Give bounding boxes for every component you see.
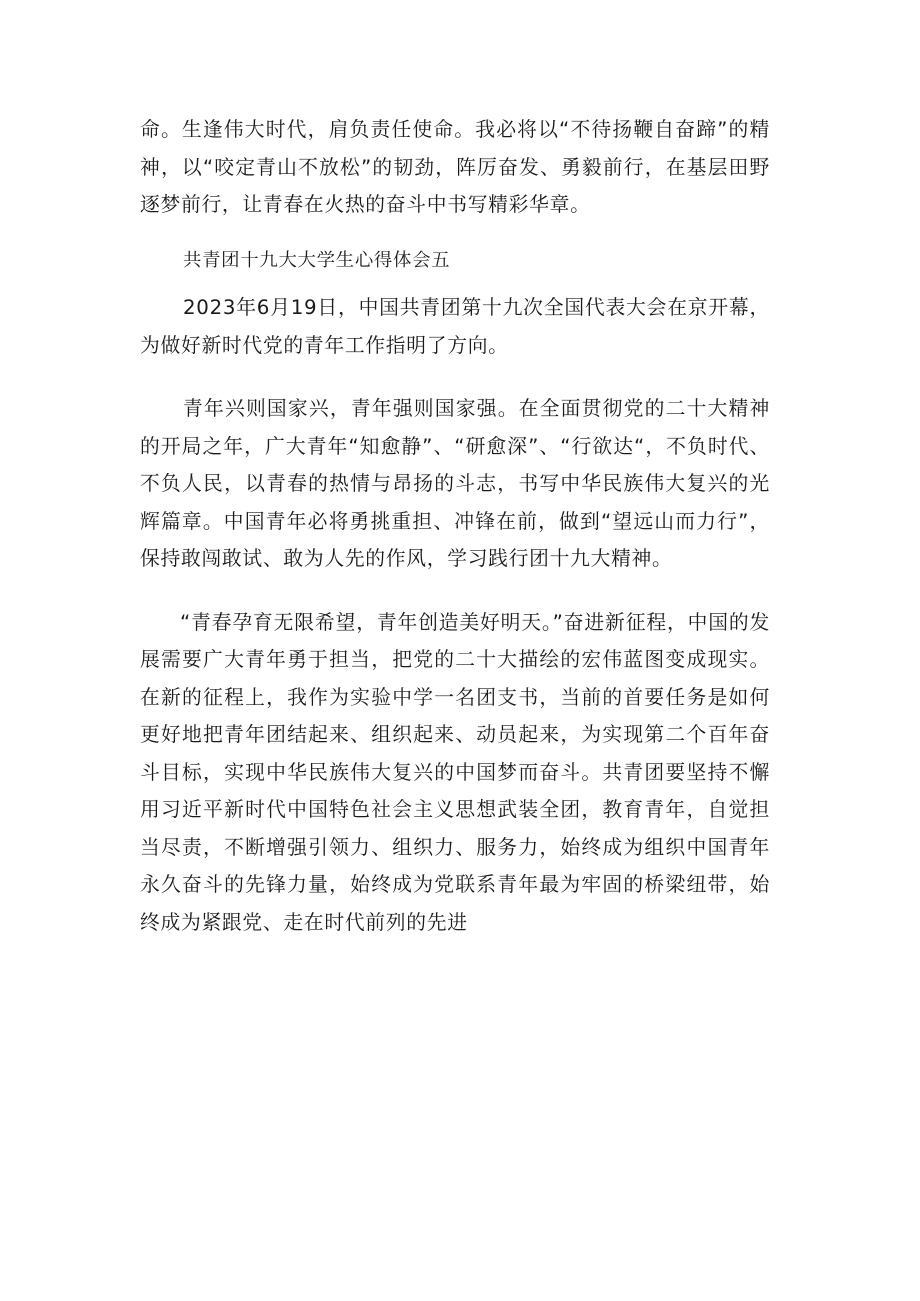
paragraph-hope: “青春孕育无限希望，青年创造美好明天。”奋进新征程，中国的发展需要广大青年勇于担当，把党的二十大描绘的宏伟蓝图变成现实。在新的征程上，我作为实验中学一名团支书，当前的首要任务是如何更好地把青年团结起来、组织起来、动员起来，为实现第二个百年奋斗目标，实现中华民族伟大复兴的中国梦而奋斗。共青团要坚持不懈用习近平新时代中国特色社会主义思想武装全团，教育青年，自觉担当尽责，不断增强引领力、组织力、服务力，始终成为组织中国青年永久奋斗的先锋力量，始终成为党联系青年最为牢固的桥梁纽带，始终成为紧跟党、走在时代前列的先进: [140, 610, 770, 934]
document-body: [140, 111, 770, 941]
paragraph-youth: 青年兴则国家兴，青年强则国家强。在全面贯彻党的二十大精神的开局之年，广大青年“知愈静”、“研愈深”、“行欲达“，不负时代、不负人民，以青春的热情与昂扬的斗志，书写中华民族伟大复兴的光辉篇章。中国青年必将勇挑重担、冲锋在前，做到“望远山而力行”，保持敢闯敢试、敢为人先的作风，学习践行团十九大精神。: [140, 397, 770, 570]
section-heading: 共青团十九大大学生心得体会五: [183, 249, 451, 271]
paragraph-intro: 2023年6月19日，中国共青团第十九次全国代表大会在京开幕，为做好新时代党的青年工作指明了方向。: [140, 296, 770, 357]
paragraph-continuation: 命。生逢伟大时代，肩负责任使命。我必将以“不待扬鞭自奋蹄”的精神，以“咬定青山不放松”的韧劲，阵厉奋发、勇毅前行，在基层田野逐梦前行，让青春在火热的奋斗中书写精彩华章。: [140, 118, 770, 216]
